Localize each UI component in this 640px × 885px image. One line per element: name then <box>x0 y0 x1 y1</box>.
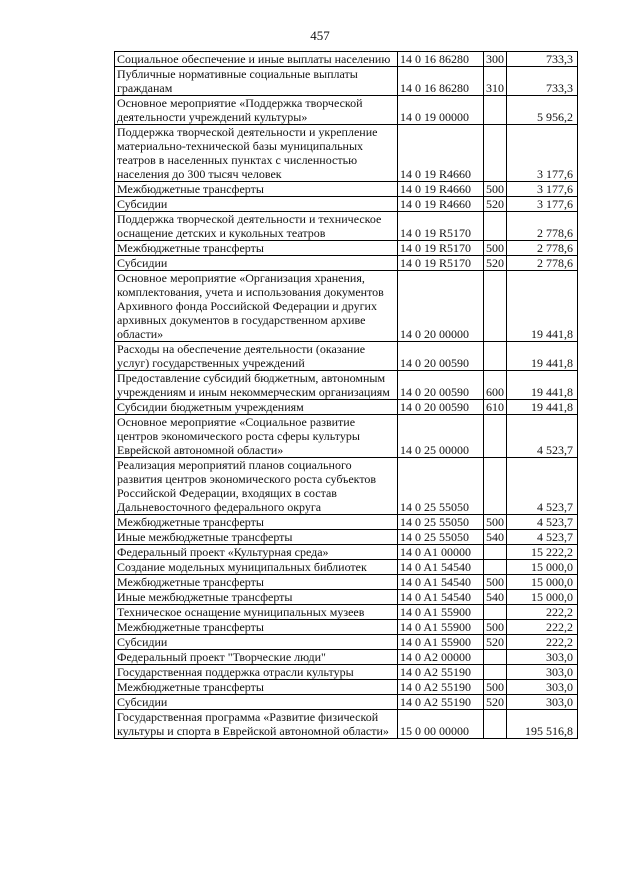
row-expense-type <box>484 125 507 182</box>
row-code: 14 0 25 00000 <box>398 415 484 458</box>
row-expense-type: 500 <box>484 575 507 590</box>
row-name: Расходы на обеспечение деятельности (оказание услуг) государственных учреждений <box>115 342 398 371</box>
table-row <box>115 197 578 212</box>
row-amount: 5 956,2 <box>507 96 578 125</box>
row-amount: 19 441,8 <box>507 371 578 400</box>
row-amount: 303,0 <box>507 680 578 695</box>
row-code: 14 0 A2 55190 <box>398 665 484 680</box>
page-number: 457 <box>310 28 330 43</box>
table-row <box>115 635 578 650</box>
row-expense-type: 500 <box>484 515 507 530</box>
row-name: Межбюджетные трансферты <box>115 515 398 530</box>
row-expense-type <box>484 665 507 680</box>
row-name: Иные межбюджетные трансферты <box>115 530 398 545</box>
row-code: 14 0 A1 00000 <box>398 545 484 560</box>
row-code: 14 0 20 00590 <box>398 342 484 371</box>
row-name: Основное мероприятие «Поддержка творческой деятельности учреждений культуры» <box>115 96 398 125</box>
table-row <box>115 256 578 271</box>
row-expense-type: 520 <box>484 695 507 710</box>
row-expense-type <box>484 710 507 739</box>
row-code: 14 0 A1 55900 <box>398 605 484 620</box>
row-amount: 4 523,7 <box>507 415 578 458</box>
row-expense-type <box>484 342 507 371</box>
budget-table-body <box>115 52 578 739</box>
table-row <box>115 560 578 575</box>
table-row <box>115 620 578 635</box>
row-amount: 19 441,8 <box>507 342 578 371</box>
table-row <box>115 515 578 530</box>
row-amount: 15 000,0 <box>507 560 578 575</box>
row-expense-type: 520 <box>484 635 507 650</box>
row-code: 14 0 19 R4660 <box>398 125 484 182</box>
row-code: 14 0 A1 55900 <box>398 620 484 635</box>
table-row <box>115 400 578 415</box>
row-name: Субсидии <box>115 695 398 710</box>
row-expense-type <box>484 96 507 125</box>
row-amount: 15 000,0 <box>507 575 578 590</box>
row-amount: 303,0 <box>507 695 578 710</box>
row-name: Предоставление субсидий бюджетным, автономным учреждениям и иным некоммерческим организациям <box>115 371 398 400</box>
table-row <box>115 605 578 620</box>
row-code: 14 0 A1 54540 <box>398 590 484 605</box>
row-amount: 4 523,7 <box>507 515 578 530</box>
table-row <box>115 695 578 710</box>
table-row <box>115 545 578 560</box>
row-name: Субсидии бюджетным учреждениям <box>115 400 398 415</box>
row-name: Иные межбюджетные трансферты <box>115 590 398 605</box>
row-name: Государственная поддержка отрасли культуры <box>115 665 398 680</box>
row-amount: 2 778,6 <box>507 241 578 256</box>
table-row <box>115 212 578 241</box>
row-name: Реализация мероприятий планов социального развития центров экономического роста субъектов Российской Федерации, входящих в состав Дальневосточного федерального округа <box>115 458 398 515</box>
row-code: 14 0 19 R4660 <box>398 197 484 212</box>
row-code: 14 0 A2 00000 <box>398 650 484 665</box>
row-name: Межбюджетные трансферты <box>115 620 398 635</box>
row-expense-type: 300 <box>484 52 507 67</box>
table-row <box>115 458 578 515</box>
row-expense-type: 600 <box>484 371 507 400</box>
row-amount: 3 177,6 <box>507 182 578 197</box>
row-name: Основное мероприятие «Организация хранения, комплектования, учета и использования документов Архивного фонда Российской Федерации и других архивных документов в государственном архиве области» <box>115 271 398 342</box>
row-amount: 2 778,6 <box>507 256 578 271</box>
row-code: 14 0 A1 54540 <box>398 575 484 590</box>
row-amount: 3 177,6 <box>507 197 578 212</box>
budget-table <box>114 51 578 739</box>
row-expense-type <box>484 545 507 560</box>
row-code: 14 0 19 R5170 <box>398 256 484 271</box>
row-amount: 733,3 <box>507 52 578 67</box>
table-row <box>115 271 578 342</box>
row-code: 14 0 A1 54540 <box>398 560 484 575</box>
row-expense-type <box>484 458 507 515</box>
row-code: 14 0 19 R5170 <box>398 212 484 241</box>
row-code: 14 0 25 55050 <box>398 458 484 515</box>
row-code: 14 0 25 55050 <box>398 530 484 545</box>
table-row <box>115 96 578 125</box>
table-row <box>115 665 578 680</box>
row-expense-type: 500 <box>484 241 507 256</box>
row-name: Межбюджетные трансферты <box>115 680 398 695</box>
row-name: Межбюджетные трансферты <box>115 241 398 256</box>
table-row <box>115 241 578 256</box>
row-expense-type: 520 <box>484 197 507 212</box>
table-row <box>115 650 578 665</box>
row-code: 14 0 A2 55190 <box>398 695 484 710</box>
row-amount: 303,0 <box>507 665 578 680</box>
row-name: Создание модельных муниципальных библиотек <box>115 560 398 575</box>
row-amount: 3 177,6 <box>507 125 578 182</box>
row-code: 14 0 20 00000 <box>398 271 484 342</box>
row-code: 14 0 19 00000 <box>398 96 484 125</box>
row-amount: 19 441,8 <box>507 400 578 415</box>
row-amount: 4 523,7 <box>507 458 578 515</box>
table-row <box>115 575 578 590</box>
row-code: 14 0 20 00590 <box>398 371 484 400</box>
row-expense-type: 540 <box>484 530 507 545</box>
table-row <box>115 125 578 182</box>
row-expense-type: 610 <box>484 400 507 415</box>
row-amount: 222,2 <box>507 620 578 635</box>
row-code: 14 0 19 R5170 <box>398 241 484 256</box>
row-expense-type: 540 <box>484 590 507 605</box>
row-name: Межбюджетные трансферты <box>115 182 398 197</box>
row-name: Субсидии <box>115 635 398 650</box>
row-code: 14 0 16 86280 <box>398 67 484 96</box>
row-code: 14 0 A1 55900 <box>398 635 484 650</box>
row-expense-type <box>484 560 507 575</box>
row-name: Техническое оснащение муниципальных музеев <box>115 605 398 620</box>
row-name: Социальное обеспечение и иные выплаты населению <box>115 52 398 67</box>
table-row <box>115 371 578 400</box>
row-code: 14 0 19 R4660 <box>398 182 484 197</box>
row-amount: 195 516,8 <box>507 710 578 739</box>
row-expense-type <box>484 605 507 620</box>
table-row <box>115 342 578 371</box>
row-expense-type <box>484 271 507 342</box>
row-code: 14 0 25 55050 <box>398 515 484 530</box>
row-amount: 733,3 <box>507 67 578 96</box>
table-row <box>115 415 578 458</box>
row-name: Субсидии <box>115 197 398 212</box>
table-row <box>115 52 578 67</box>
row-code: 15 0 00 00000 <box>398 710 484 739</box>
table-row <box>115 710 578 739</box>
row-amount: 19 441,8 <box>507 271 578 342</box>
row-expense-type <box>484 212 507 241</box>
row-expense-type <box>484 415 507 458</box>
row-expense-type: 310 <box>484 67 507 96</box>
row-amount: 15 000,0 <box>507 590 578 605</box>
table-row <box>115 530 578 545</box>
row-name: Межбюджетные трансферты <box>115 575 398 590</box>
row-code: 14 0 16 86280 <box>398 52 484 67</box>
table-row <box>115 182 578 197</box>
row-expense-type: 500 <box>484 182 507 197</box>
row-expense-type: 520 <box>484 256 507 271</box>
row-name: Федеральный проект «Культурная среда» <box>115 545 398 560</box>
row-code: 14 0 20 00590 <box>398 400 484 415</box>
row-amount: 303,0 <box>507 650 578 665</box>
table-row <box>115 590 578 605</box>
row-name: Публичные нормативные социальные выплаты гражданам <box>115 67 398 96</box>
row-name: Субсидии <box>115 256 398 271</box>
table-row <box>115 67 578 96</box>
row-name: Поддержка творческой деятельности и укрепление материально-технической базы муниципальных театров в населенных пунктах с численностью населения до 300 тысяч человек <box>115 125 398 182</box>
row-name: Поддержка творческой деятельности и техническое оснащение детских и кукольных театров <box>115 212 398 241</box>
row-name: Основное мероприятие «Социальное развитие центров экономического роста сферы культуры Еврейской автономной области» <box>115 415 398 458</box>
row-expense-type: 500 <box>484 620 507 635</box>
row-amount: 222,2 <box>507 605 578 620</box>
row-code: 14 0 A2 55190 <box>398 680 484 695</box>
row-expense-type <box>484 650 507 665</box>
row-amount: 15 222,2 <box>507 545 578 560</box>
row-amount: 4 523,7 <box>507 530 578 545</box>
row-name: Государственная программа «Развитие физической культуры и спорта в Еврейской автономной области» <box>115 710 398 739</box>
row-expense-type: 500 <box>484 680 507 695</box>
row-amount: 222,2 <box>507 635 578 650</box>
row-name: Федеральный проект "Творческие люди" <box>115 650 398 665</box>
row-amount: 2 778,6 <box>507 212 578 241</box>
table-row <box>115 680 578 695</box>
